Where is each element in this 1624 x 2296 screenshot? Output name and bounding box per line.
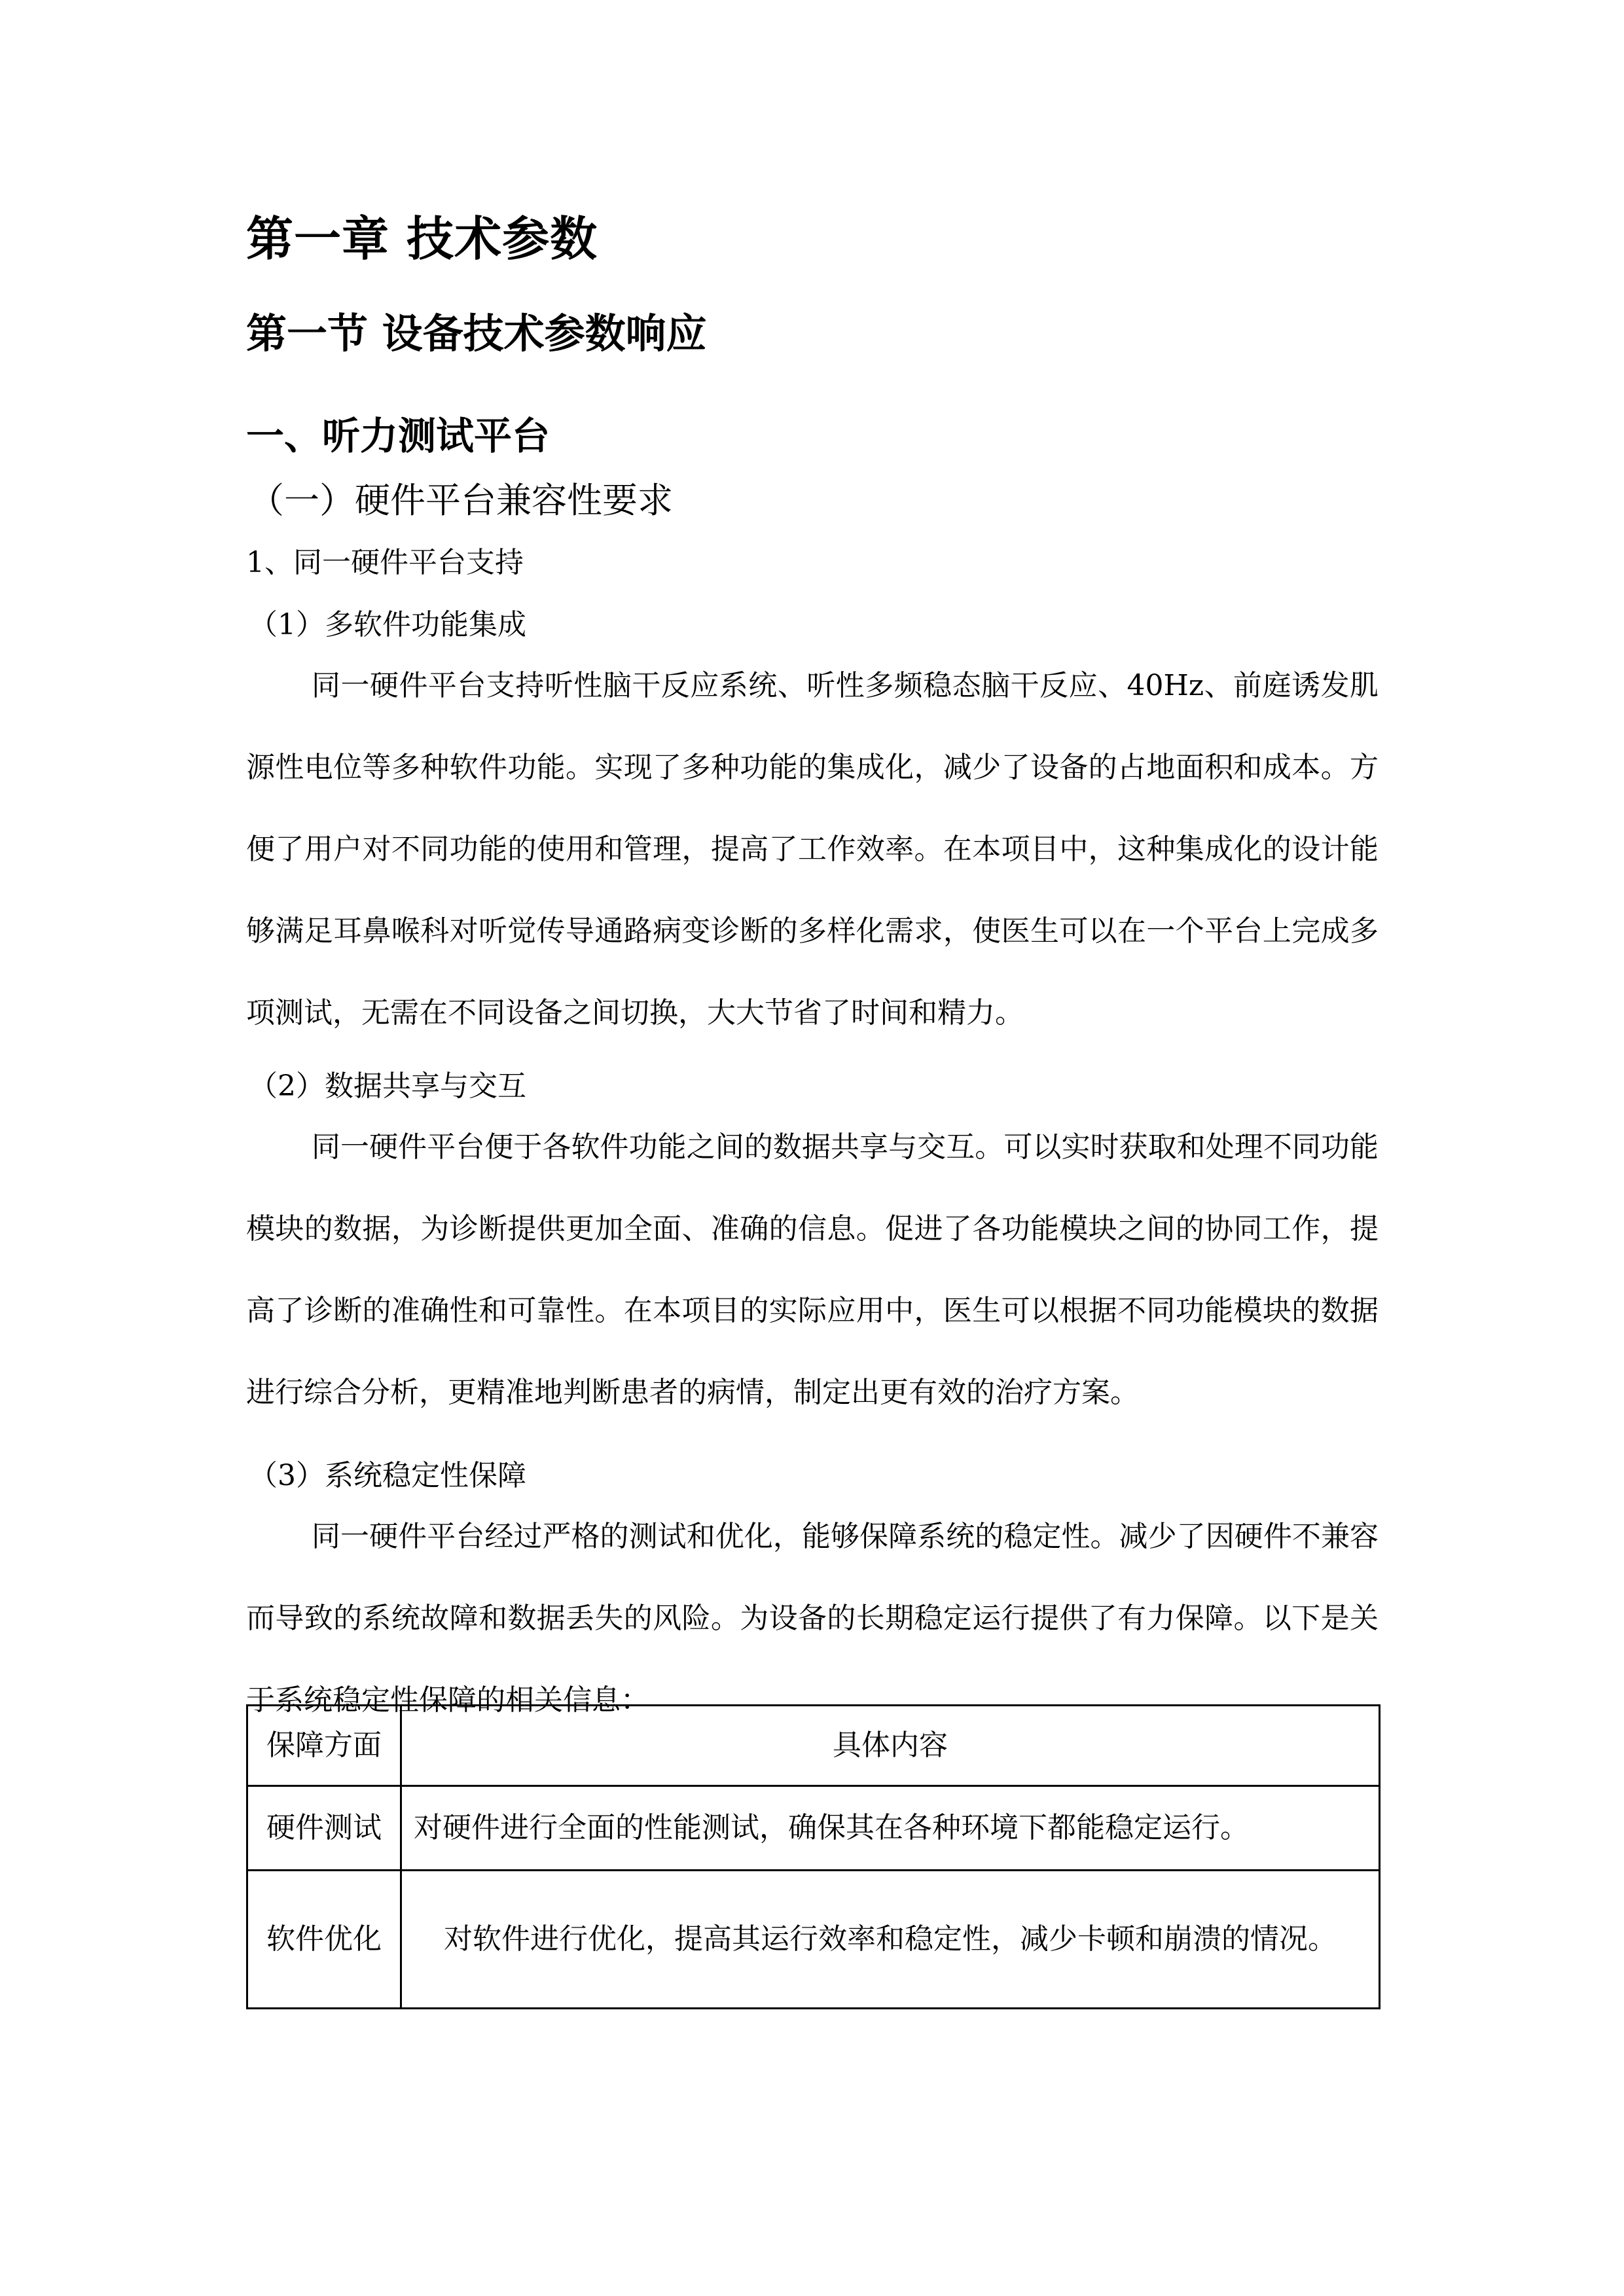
sub-item-body: 同一硬件平台支持听性脑干反应系统、听性多频稳态脑干反应、40Hz、前庭诱发肌源性电位等多种软件功能。实现了多种功能的集成化，减少了设备的占地面积和成本。方便了用户对不同功能的使用和管理，提高了工作效率。在本项目中，这种集成化的设计能够满足耳鼻喉科对听觉传导通路病变诊断的多样化需求，使医生可以在一个平台上完成多项测试，无需在不同设备之间切换，大大节省了时间和精力。 [246,669,1379,1030]
table-cell: 软件优化 [247,1871,401,2009]
sub-item-heading: （2）数据共享与交互 [249,1069,526,1103]
part-title: 一、听力测试平台 [246,414,550,458]
sub-item-body: 同一硬件平台便于各软件功能之间的数据共享与交互。可以实时获取和处理不同功能模块的数据，为诊断提供更加全面、准确的信息。促进了各功能模块之间的协同工作，提高了诊断的准确性和可靠性。在本项目的实际应用中，医生可以根据不同功能模块的数据进行综合分析，更精准地判断患者的病情，制定出更有效的治疗方案。 [246,1130,1379,1409]
stability-table [246,1704,1380,2009]
section-title: 第一节 设备技术参数响应 [246,310,707,357]
item-title: 1、同一硬件平台支持 [246,546,524,579]
table-row [247,1786,1380,1871]
chapter-title: 第一章 技术参数 [246,211,598,266]
sub-item-heading: （3）系统稳定性保障 [249,1459,526,1492]
table-header-cell: 具体内容 [401,1706,1380,1786]
sub-item-body: 同一硬件平台经过严格的测试和优化，能够保障系统的稳定性。减少了因硬件不兼容而导致的系统故障和数据丢失的风险。为设备的长期稳定运行提供了有力保障。以下是关于系统稳定性保障的相关信息： [246,1520,1379,1717]
table-cell: 对硬件进行全面的性能测试，确保其在各种环境下都能稳定运行。 [401,1786,1380,1871]
table-row [247,1871,1380,2009]
table-header-row [247,1706,1380,1786]
sub-item-heading: （1）多软件功能集成 [249,608,526,641]
table-cell: 硬件测试 [247,1786,401,1871]
table-cell: 对软件进行优化，提高其运行效率和稳定性，减少卡顿和崩溃的情况。 [401,1871,1380,2009]
subsection-title: （一）硬件平台兼容性要求 [249,480,673,521]
table-header-cell: 保障方面 [247,1706,401,1786]
